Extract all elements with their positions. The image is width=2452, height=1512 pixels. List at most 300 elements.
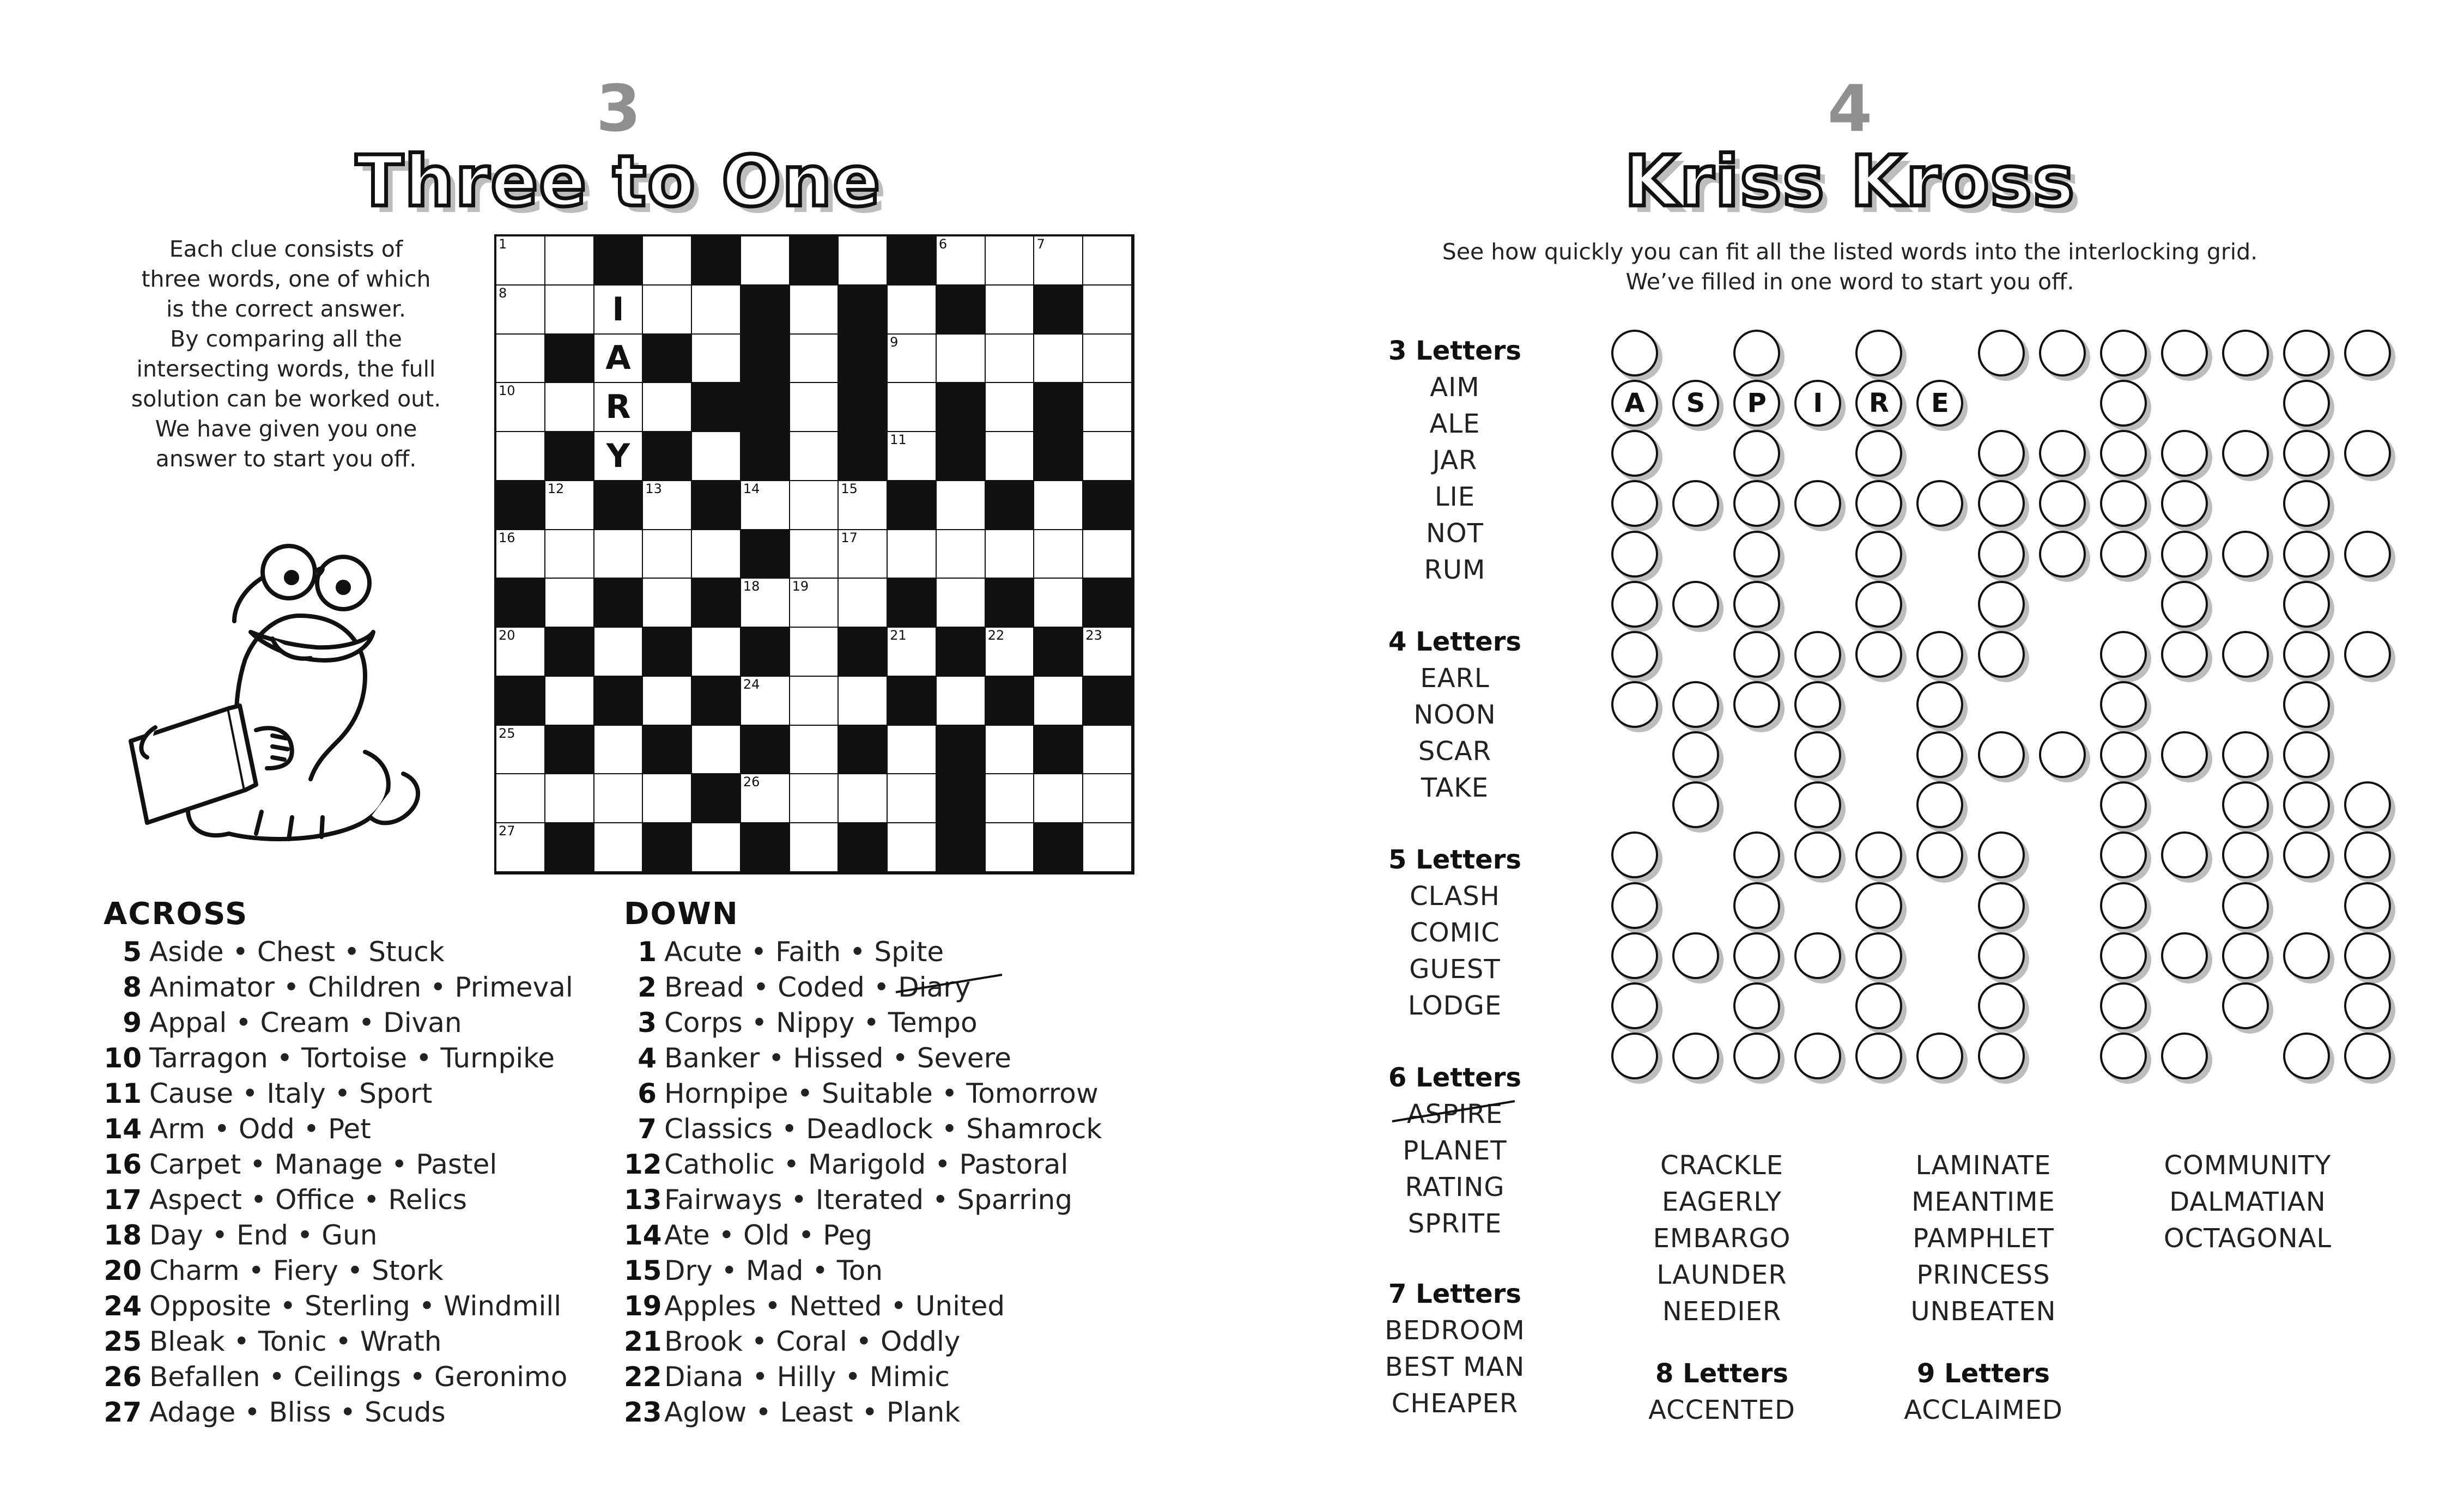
clue-text: Corps • Nippy • Tempo — [664, 1007, 978, 1039]
letter-bubble[interactable] — [2344, 831, 2391, 878]
letter-bubble[interactable] — [2283, 681, 2330, 728]
black-square — [1034, 383, 1083, 432]
word-list-item — [1346, 736, 1564, 767]
grid-cell[interactable] — [888, 726, 937, 775]
grid-cell[interactable] — [545, 481, 594, 530]
letter-bubble[interactable] — [2039, 531, 2086, 578]
letter-bubble[interactable] — [1733, 982, 1780, 1029]
grid-cell[interactable] — [496, 286, 545, 335]
grid-cell[interactable] — [839, 579, 888, 628]
letter-bubble[interactable] — [2283, 531, 2330, 578]
grid-cell[interactable] — [741, 774, 790, 823]
letter-bubble[interactable] — [1978, 982, 2025, 1029]
letter-bubble[interactable] — [1978, 932, 2025, 979]
letter-bubble[interactable] — [1733, 882, 1780, 929]
letter-bubble[interactable] — [1672, 781, 1719, 828]
grid-cell[interactable] — [790, 286, 839, 335]
letter-bubble[interactable] — [1794, 1033, 1841, 1079]
letter-bubble[interactable] — [2100, 430, 2147, 477]
grid-cell[interactable] — [790, 481, 839, 530]
black-square — [1034, 823, 1083, 872]
letter-bubble[interactable] — [2222, 330, 2269, 377]
black-square — [741, 628, 790, 677]
letter-bubble[interactable] — [1855, 1033, 1902, 1079]
letter-bubble[interactable] — [1611, 631, 1658, 678]
clue-number: 4 — [638, 1042, 657, 1074]
grid-cell[interactable] — [741, 677, 790, 726]
grid-cell[interactable] — [643, 579, 692, 628]
letter-bubble[interactable] — [1672, 681, 1719, 728]
grid-cell[interactable] — [741, 236, 790, 286]
clue-item — [624, 1292, 1005, 1320]
grid-cell[interactable] — [496, 432, 545, 481]
word-text: ASPIRE — [1406, 1099, 1503, 1130]
letter-bubble[interactable] — [1916, 380, 1963, 427]
letter-bubble[interactable] — [1733, 581, 1780, 628]
grid-cell[interactable] — [1083, 628, 1132, 677]
word-list-item — [1597, 1298, 1847, 1325]
grid-cell[interactable] — [986, 236, 1035, 286]
letter-bubble[interactable] — [2344, 932, 2391, 979]
clue-item — [104, 1219, 378, 1251]
grid-cell[interactable] — [937, 236, 986, 286]
letter-bubble[interactable] — [2100, 831, 2147, 878]
grid-cell[interactable] — [937, 530, 986, 579]
grid-cell[interactable] — [1083, 823, 1132, 872]
grid-cell[interactable] — [545, 383, 594, 432]
grid-cell[interactable] — [839, 236, 888, 286]
letter-bubble[interactable] — [1978, 430, 2025, 477]
letter-bubble[interactable] — [1611, 982, 1658, 1029]
letter-bubble[interactable] — [2344, 430, 2391, 477]
letter-bubble[interactable] — [2283, 380, 2330, 427]
letter-bubble[interactable] — [2039, 731, 2086, 778]
word-list-item — [1346, 663, 1564, 694]
letter-bubble[interactable] — [1794, 781, 1841, 828]
letter-bubble[interactable] — [1611, 1033, 1658, 1079]
grid-cell[interactable] — [643, 530, 692, 579]
grid-cell[interactable] — [888, 530, 937, 579]
grid-cell[interactable] — [594, 530, 644, 579]
grid-cell[interactable] — [790, 823, 839, 872]
clue-text: Dry • Mad • Ton — [664, 1255, 883, 1286]
letter-bubble[interactable] — [2161, 330, 2208, 377]
letter-bubble[interactable] — [1611, 932, 1658, 979]
letter-bubble[interactable] — [1855, 581, 1902, 628]
grid-cell[interactable] — [790, 335, 839, 384]
letter-bubble[interactable] — [2283, 330, 2330, 377]
grid-cell[interactable] — [496, 236, 545, 286]
letter-bubble[interactable] — [2161, 480, 2208, 527]
letter-bubble[interactable] — [1611, 681, 1658, 728]
letter-bubble[interactable] — [2161, 581, 2208, 628]
black-square — [545, 726, 594, 775]
grid-cell[interactable] — [888, 628, 937, 677]
grid-cell[interactable] — [937, 579, 986, 628]
letter-bubble[interactable] — [1916, 731, 1963, 778]
clue-number: 16 — [104, 1149, 142, 1180]
grid-cell[interactable] — [692, 726, 741, 775]
letter-bubble[interactable] — [2222, 531, 2269, 578]
letter-bubble[interactable] — [1672, 932, 1719, 979]
letter-bubble[interactable] — [1978, 531, 2025, 578]
grid-cell[interactable] — [1034, 481, 1083, 530]
letter-bubble[interactable] — [2222, 781, 2269, 828]
grid-cell[interactable] — [1034, 335, 1083, 384]
letter-bubble[interactable] — [1978, 581, 2025, 628]
grid-cell[interactable] — [692, 823, 741, 872]
clue-text: Bread • Coded • Diary — [664, 971, 971, 1003]
letter-bubble[interactable] — [1855, 831, 1902, 878]
letter-bubble[interactable] — [2039, 480, 2086, 527]
grid-cell[interactable] — [888, 432, 937, 481]
clue-text: Classics • Deadlock • Shamrock — [664, 1113, 1102, 1145]
clue-item — [624, 1151, 1068, 1178]
black-square — [741, 530, 790, 579]
grid-cell[interactable] — [594, 335, 644, 384]
clue-number: 20 — [499, 628, 515, 643]
letter-bubble[interactable] — [2039, 430, 2086, 477]
letter-bubble[interactable] — [2100, 531, 2147, 578]
grid-cell[interactable] — [643, 286, 692, 335]
grid-cell[interactable] — [594, 286, 644, 335]
letter-bubble[interactable] — [1611, 380, 1658, 427]
letter-bubble[interactable] — [1611, 831, 1658, 878]
letter-bubble[interactable] — [1733, 380, 1780, 427]
black-square — [692, 236, 741, 286]
grid-cell[interactable] — [643, 481, 692, 530]
grid-cell[interactable] — [545, 579, 594, 628]
letter-bubble[interactable] — [2222, 932, 2269, 979]
clue-text: Tarragon • Tortoise • Turnpike — [149, 1042, 555, 1074]
letter-bubble[interactable] — [2100, 330, 2147, 377]
word-text: ACCENTED — [1648, 1395, 1795, 1425]
letter-bubble[interactable] — [1978, 480, 2025, 527]
word-list-item — [1346, 1354, 1564, 1380]
letter-bubble[interactable] — [2344, 982, 2391, 1029]
grid-cell[interactable] — [986, 286, 1035, 335]
black-square — [692, 774, 741, 823]
letter-bubble[interactable] — [1794, 731, 1841, 778]
grid-cell[interactable] — [986, 774, 1035, 823]
letter-bubble[interactable] — [2344, 781, 2391, 828]
given-letter: D — [604, 241, 632, 280]
letter-bubble[interactable] — [2161, 831, 2208, 878]
grid-cell[interactable] — [643, 383, 692, 432]
clue-number: 10 — [104, 1042, 142, 1074]
black-square — [937, 286, 986, 335]
letter-bubble[interactable] — [2344, 531, 2391, 578]
letter-bubble[interactable] — [1733, 430, 1780, 477]
grid-cell[interactable] — [692, 530, 741, 579]
grid-cell[interactable] — [1083, 335, 1132, 384]
letter-bubble[interactable] — [2100, 631, 2147, 678]
letter-bubble[interactable] — [1672, 1033, 1719, 1079]
black-square — [986, 481, 1035, 530]
black-square — [839, 335, 888, 384]
grid-cell[interactable] — [937, 335, 986, 384]
grid-cell[interactable] — [839, 530, 888, 579]
letter-bubble[interactable] — [1916, 781, 1963, 828]
letter-bubble[interactable] — [2344, 882, 2391, 929]
letter-bubble[interactable] — [1611, 330, 1658, 377]
letter-bubble[interactable] — [1978, 831, 2025, 878]
letter-bubble[interactable] — [1733, 631, 1780, 678]
clue-number: 12 — [547, 481, 565, 496]
grid-cell[interactable] — [545, 236, 594, 286]
letter-bubble[interactable] — [2100, 781, 2147, 828]
letter-bubble[interactable] — [2222, 882, 2269, 929]
letter-bubble[interactable] — [2100, 681, 2147, 728]
grid-cell[interactable] — [986, 432, 1035, 481]
letter-bubble[interactable] — [1794, 380, 1841, 427]
letter-bubble[interactable] — [1855, 330, 1902, 377]
letter-bubble[interactable] — [2344, 330, 2391, 377]
grid-cell[interactable] — [1083, 726, 1132, 775]
grid-cell[interactable] — [692, 286, 741, 335]
grid-cell[interactable] — [888, 383, 937, 432]
black-square — [545, 823, 594, 872]
letter-bubble[interactable] — [1855, 380, 1902, 427]
grid-cell[interactable] — [1083, 286, 1132, 335]
grid-cell[interactable] — [496, 530, 545, 579]
grid-cell[interactable] — [888, 774, 937, 823]
grid-cell[interactable] — [496, 726, 545, 775]
word-group-heading — [1346, 1281, 1564, 1307]
grid-cell[interactable] — [643, 236, 692, 286]
letter-bubble[interactable] — [2283, 480, 2330, 527]
grid-cell[interactable] — [839, 774, 888, 823]
letter-bubble[interactable] — [2100, 932, 2147, 979]
clue-text: Acute • Faith • Spite — [664, 936, 944, 968]
grid-cell[interactable] — [986, 335, 1035, 384]
grid-cell[interactable] — [692, 628, 741, 677]
letter-bubble[interactable] — [1733, 531, 1780, 578]
black-square — [643, 823, 692, 872]
grid-cell[interactable] — [986, 530, 1035, 579]
letter-bubble[interactable] — [1672, 480, 1719, 527]
clue-number: 1 — [499, 236, 507, 252]
letter-bubble[interactable] — [1733, 932, 1780, 979]
grid-cell[interactable] — [986, 726, 1035, 775]
grid-cell[interactable] — [839, 481, 888, 530]
letter-bubble[interactable] — [1672, 581, 1719, 628]
clue-text: Aglow • Least • Plank — [664, 1396, 961, 1428]
grid-cell[interactable] — [790, 726, 839, 775]
letter-bubble[interactable] — [1733, 330, 1780, 377]
clue-item — [624, 1219, 873, 1251]
grid-cell[interactable] — [741, 579, 790, 628]
letter-bubble[interactable] — [2161, 531, 2208, 578]
grid-cell[interactable] — [1083, 383, 1132, 432]
given-letter: Y — [606, 436, 630, 475]
letter-bubble[interactable] — [2100, 1033, 2147, 1079]
letter-bubble[interactable] — [1978, 631, 2025, 678]
letter-bubble[interactable] — [2100, 882, 2147, 929]
grid-cell[interactable] — [594, 726, 644, 775]
letter-bubble[interactable] — [1733, 681, 1780, 728]
grid-cell[interactable] — [594, 823, 644, 872]
letter-bubble[interactable] — [2283, 831, 2330, 878]
letter-bubble[interactable] — [1855, 932, 1902, 979]
grid-cell[interactable] — [1034, 677, 1083, 726]
letter-bubble[interactable] — [1855, 430, 1902, 477]
letter-bubble[interactable] — [1794, 681, 1841, 728]
grid-cell[interactable] — [496, 774, 545, 823]
letter-bubble[interactable] — [2222, 631, 2269, 678]
clue-item — [624, 1184, 1073, 1216]
letter-bubble[interactable] — [1672, 731, 1719, 778]
letter-bubble[interactable] — [1672, 380, 1719, 427]
letter-bubble[interactable] — [1855, 982, 1902, 1029]
grid-cell[interactable] — [496, 383, 545, 432]
grid-cell[interactable] — [790, 628, 839, 677]
letter-bubble[interactable] — [2161, 631, 2208, 678]
clue-item — [624, 1080, 1098, 1107]
letter-bubble[interactable] — [1733, 831, 1780, 878]
letter-bubble[interactable] — [2283, 1033, 2330, 1079]
grid-cell[interactable] — [937, 481, 986, 530]
grid-cell[interactable] — [839, 677, 888, 726]
letter-bubble[interactable] — [2344, 1033, 2391, 1079]
grid-cell[interactable] — [594, 383, 644, 432]
grid-cell[interactable] — [594, 774, 644, 823]
grid-cell[interactable] — [1083, 432, 1132, 481]
letter-bubble[interactable] — [1611, 531, 1658, 578]
letter-bubble[interactable] — [2100, 480, 2147, 527]
grid-cell[interactable] — [496, 823, 545, 872]
grid-cell[interactable] — [790, 530, 839, 579]
grid-cell[interactable] — [888, 335, 937, 384]
letter-bubble[interactable] — [1855, 631, 1902, 678]
letter-bubble[interactable] — [2100, 380, 2147, 427]
letter-bubble[interactable] — [1611, 882, 1658, 929]
grid-cell[interactable] — [1034, 774, 1083, 823]
letter-bubble[interactable] — [1916, 831, 1963, 878]
word-text: PRINCESS — [1916, 1260, 2050, 1290]
clue-text: Carpet • Manage • Pastel — [149, 1149, 497, 1180]
grid-cell[interactable] — [1083, 530, 1132, 579]
word-list-item — [1597, 1189, 1847, 1215]
letter-bubble[interactable] — [2039, 330, 2086, 377]
letter-bubble[interactable] — [1733, 480, 1780, 527]
word-text: LODGE — [1407, 991, 1502, 1021]
grid-cell[interactable] — [790, 579, 839, 628]
letter-bubble[interactable] — [2283, 781, 2330, 828]
letter-bubble[interactable] — [2344, 631, 2391, 678]
grid-cell[interactable] — [1034, 579, 1083, 628]
letter-bubble[interactable] — [1855, 480, 1902, 527]
letter-bubble[interactable] — [2222, 731, 2269, 778]
grid-cell[interactable] — [986, 628, 1035, 677]
grid-cell[interactable] — [643, 774, 692, 823]
letter-bubble[interactable] — [1794, 631, 1841, 678]
letter-bubble[interactable] — [2283, 430, 2330, 477]
clue-text: Ate • Old • Peg — [664, 1219, 873, 1251]
letter-bubble[interactable] — [2161, 430, 2208, 477]
clue-text: Opposite • Sterling • Windmill — [149, 1290, 562, 1322]
word-text: LAUNDER — [1656, 1260, 1787, 1290]
grid-cell[interactable] — [496, 628, 545, 677]
grid-cell[interactable] — [594, 628, 644, 677]
grid-cell[interactable] — [545, 774, 594, 823]
black-square — [594, 579, 644, 628]
word-list-item — [1346, 518, 1564, 549]
clue-item — [104, 1257, 444, 1284]
word-group-heading — [1858, 1358, 2109, 1389]
grid-cell[interactable] — [790, 432, 839, 481]
word-group-heading-text: 5 Letters — [1388, 845, 1521, 875]
letter-bubble[interactable] — [2161, 1033, 2208, 1079]
grid-cell[interactable] — [888, 286, 937, 335]
letter-bubble[interactable] — [2283, 932, 2330, 979]
letter-bubble[interactable] — [2222, 982, 2269, 1029]
grid-cell[interactable] — [1034, 530, 1083, 579]
grid-cell[interactable] — [1034, 236, 1083, 286]
grid-cell[interactable] — [986, 823, 1035, 872]
letter-bubble[interactable] — [1916, 631, 1963, 678]
grid-cell[interactable] — [741, 481, 790, 530]
letter-bubble[interactable] — [1733, 1033, 1780, 1079]
letter-bubble[interactable] — [1978, 882, 2025, 929]
black-square — [986, 579, 1035, 628]
letter-bubble[interactable] — [1978, 330, 2025, 377]
letter-bubble[interactable] — [2100, 731, 2147, 778]
grid-cell[interactable] — [790, 774, 839, 823]
letter-bubble[interactable] — [1916, 681, 1963, 728]
letter-bubble[interactable] — [1855, 882, 1902, 929]
grid-cell[interactable] — [790, 677, 839, 726]
grid-cell[interactable] — [692, 432, 741, 481]
clue-number: 14 — [624, 1219, 662, 1251]
letter-bubble[interactable] — [2222, 430, 2269, 477]
grid-cell[interactable] — [692, 335, 741, 384]
letter-bubble[interactable] — [1794, 932, 1841, 979]
grid-cell[interactable] — [545, 677, 594, 726]
grid-cell[interactable] — [643, 677, 692, 726]
letter-bubble[interactable] — [1978, 731, 2025, 778]
grid-cell[interactable] — [1083, 774, 1132, 823]
grid-cell[interactable] — [496, 335, 545, 384]
grid-cell[interactable] — [545, 286, 594, 335]
grid-cell[interactable] — [986, 383, 1035, 432]
grid-cell[interactable] — [937, 677, 986, 726]
letter-bubble[interactable] — [2283, 631, 2330, 678]
letter-bubble[interactable] — [1611, 480, 1658, 527]
letter-bubble[interactable] — [1611, 430, 1658, 477]
letter-bubble[interactable] — [1916, 1033, 1963, 1079]
grid-cell[interactable] — [1083, 236, 1132, 286]
letter-bubble[interactable] — [1916, 480, 1963, 527]
letter-bubble[interactable] — [2222, 831, 2269, 878]
grid-cell[interactable] — [594, 432, 644, 481]
grid-cell[interactable] — [790, 383, 839, 432]
grid-cell[interactable] — [888, 823, 937, 872]
letter-bubble[interactable] — [2161, 932, 2208, 979]
letter-bubble[interactable] — [1794, 831, 1841, 878]
letter-bubble[interactable] — [2100, 982, 2147, 1029]
word-text: NEEDIER — [1662, 1296, 1782, 1327]
letter-bubble[interactable] — [1611, 581, 1658, 628]
letter-bubble[interactable] — [1978, 1033, 2025, 1079]
grid-cell[interactable] — [545, 530, 594, 579]
letter-bubble[interactable] — [1794, 480, 1841, 527]
black-square — [937, 774, 986, 823]
letter-bubble[interactable] — [2283, 581, 2330, 628]
letter-bubble[interactable] — [1855, 531, 1902, 578]
letter-bubble[interactable] — [2283, 731, 2330, 778]
letter-bubble[interactable] — [2161, 731, 2208, 778]
